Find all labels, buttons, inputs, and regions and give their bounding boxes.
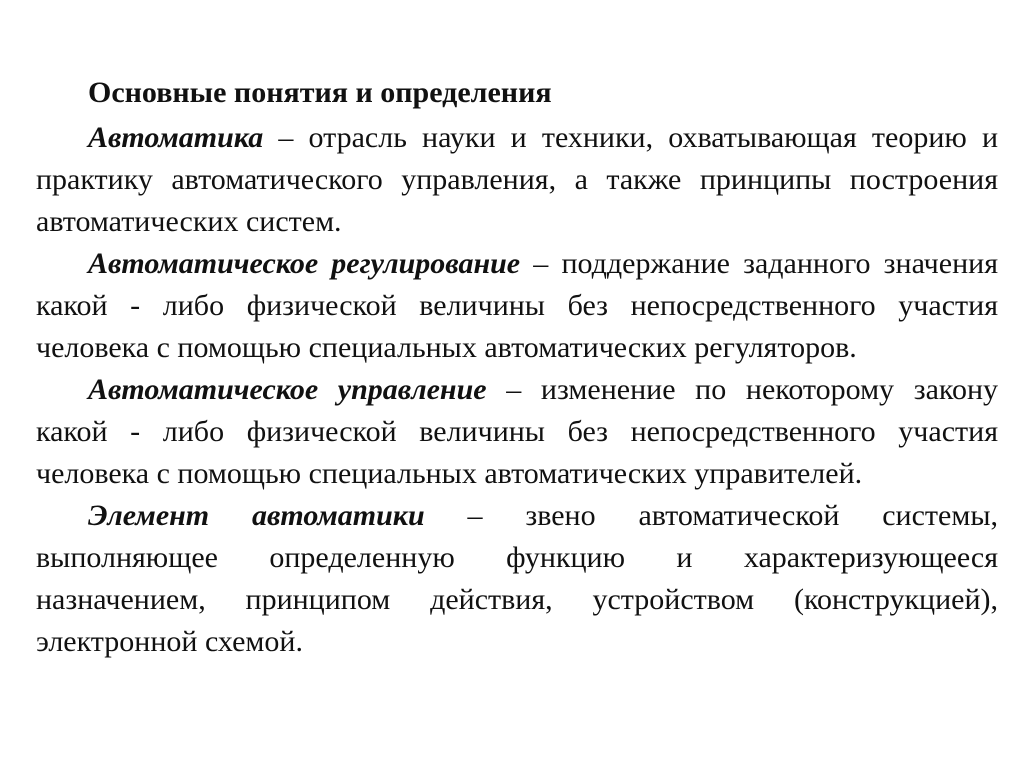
definition-text: – отрасль науки и техники, охватывающая теорию и практику автоматического управления, а также принципы построения автоматических систем. <box>36 121 998 238</box>
page-title: Основные понятия и определения <box>88 76 552 109</box>
definition-automatic-regulation <box>36 243 998 369</box>
term-automation-element: Элемент автоматики <box>88 499 425 532</box>
definition-automation <box>36 117 998 243</box>
definition-text: – изменение по некоторому закону какой - либо физической величины без непосредственного участия человека с помощью специальных автоматических управителей. <box>36 373 998 490</box>
term-automatic-control: Автоматическое управление <box>88 373 487 406</box>
definition-text: – звено автоматической системы, выполняющее определенную функцию и характеризующееся назначением, принципом действия, устройством (конструкцией), электронной схемой. <box>36 499 998 658</box>
definition-automatic-control <box>36 369 998 495</box>
term-automation: Автоматика <box>88 121 264 154</box>
definition-text: – поддержание заданного значения какой - либо физической величины без непосредственного участия человека с помощью специальных автоматических регуляторов. <box>36 247 998 364</box>
definition-automation-element <box>36 495 998 663</box>
term-automatic-regulation: Автоматическое регулирование <box>88 247 521 280</box>
